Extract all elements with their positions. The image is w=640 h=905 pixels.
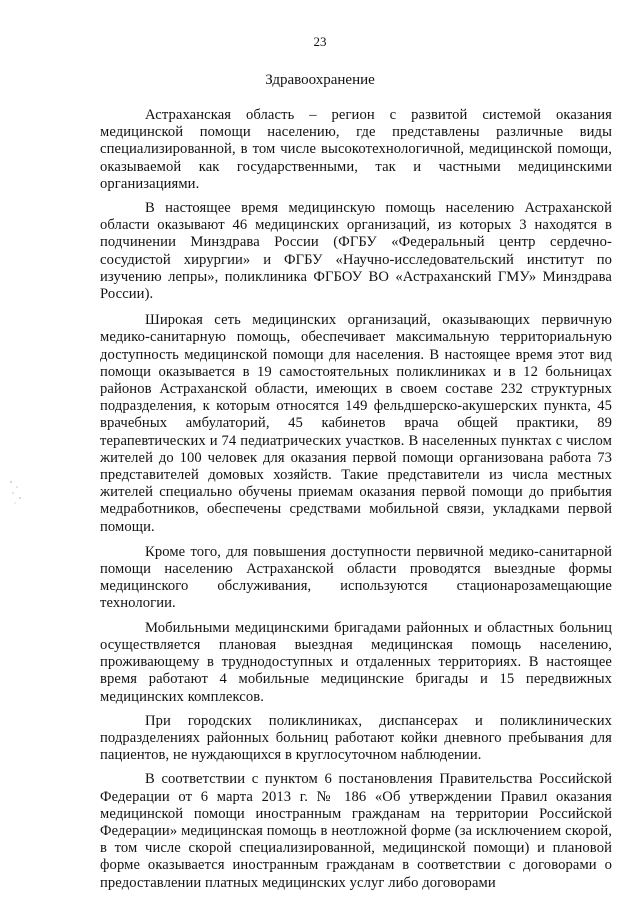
body-text (100, 107, 612, 899)
paragraph-day-beds: При городских поликлиниках, диспансерах и поликлинических подразделениях районных больниц работают койки дневного пребывания для пациентов, не нуждающихся в круглосуточном наблюдении. (100, 712, 612, 764)
paragraph-primary-care-network: Широкая сеть медицинских организаций, оказывающих первичную медико-санитарную помощь, обеспечивает максимальную территориальную доступность медицинской помощи для населения. В настоящее время этот вид помощи оказывается в 19 самостоятельных поликлиниках и в 12 больницах районов Астраханской области, имеющих в своем составе 232 структурных подразделения, к которым относятся 149 фельдшерско-акушерских пункта, 45 врачебных амбулаторий, 45 кабинетов врача общей практики, 89 терапевтических и 74 педиатрических участков. В населенных пунктах с числом жителей до 100 человек для оказания первой помощи организована работа 73 представителей домовых хозяйств. Такие представители из числа местных жителей специально обучены приемам оказания первой помощи до прибытия медработников, обеспечены средствами мобильной связи, укладками первой помощи. (100, 312, 612, 535)
paragraph-mobile-brigades: Мобильными медицинскими бригадами районных и областных больниц осуществляется плановая выездная медицинская помощь населению, проживающему в труднодоступных и отдаленных территориях. В настоящее время работают 4 мобильные медицинские бригады и 15 передвижных медицинских комплексов. (100, 619, 612, 705)
section-title: Здравоохранение (265, 72, 375, 88)
scan-artifact-dots (8, 478, 26, 506)
paragraph-outreach-forms: Кроме того, для повышения доступности первичной медико-санитарной помощи населению Астраханской области проводятся выездные формы медицинского обслуживания, используются стационарозамещающие технологии. (100, 543, 612, 612)
paragraph-region-overview: Астраханская область – регион с развитой системой оказания медицинской помощи населению, где представлены различные виды специализированной, в том числе высокотехнологичной, медицинской помощи, оказываемой как государственными, так и частными медицинскими организациями. (100, 107, 612, 192)
page-number: 23 (313, 34, 327, 49)
paragraph-foreign-citizens: В соответствии с пунктом 6 постановления Правительства Российской Федерации от 6 марта 2013 г. № 186 «Об утверждении Правил оказания медицинской помощи иностранным гражданам на территории Российской Федерации» медицинская помощь в неотложной форме (за исключением скорой, в том числе скорой специализированной, медицинской помощи) и плановой форме оказывается иностранным гражданам в соответствии с договорами о предоставлении платных медицинских услуг либо договорами (100, 771, 612, 891)
paragraph-medical-organizations: В настоящее время медицинскую помощь населению Астраханской области оказывают 46 медицинских организаций, из которых 3 находятся в подчинении Минздрава России (ФГБУ «Федеральный центр сердечно-сосудистой хирургии» и ФГБУ «Научно-исследовательский институт по изучению лепры», поликлиника ФГБОУ ВО «Астраханский ГМУ» Минздрава России). (100, 200, 612, 303)
